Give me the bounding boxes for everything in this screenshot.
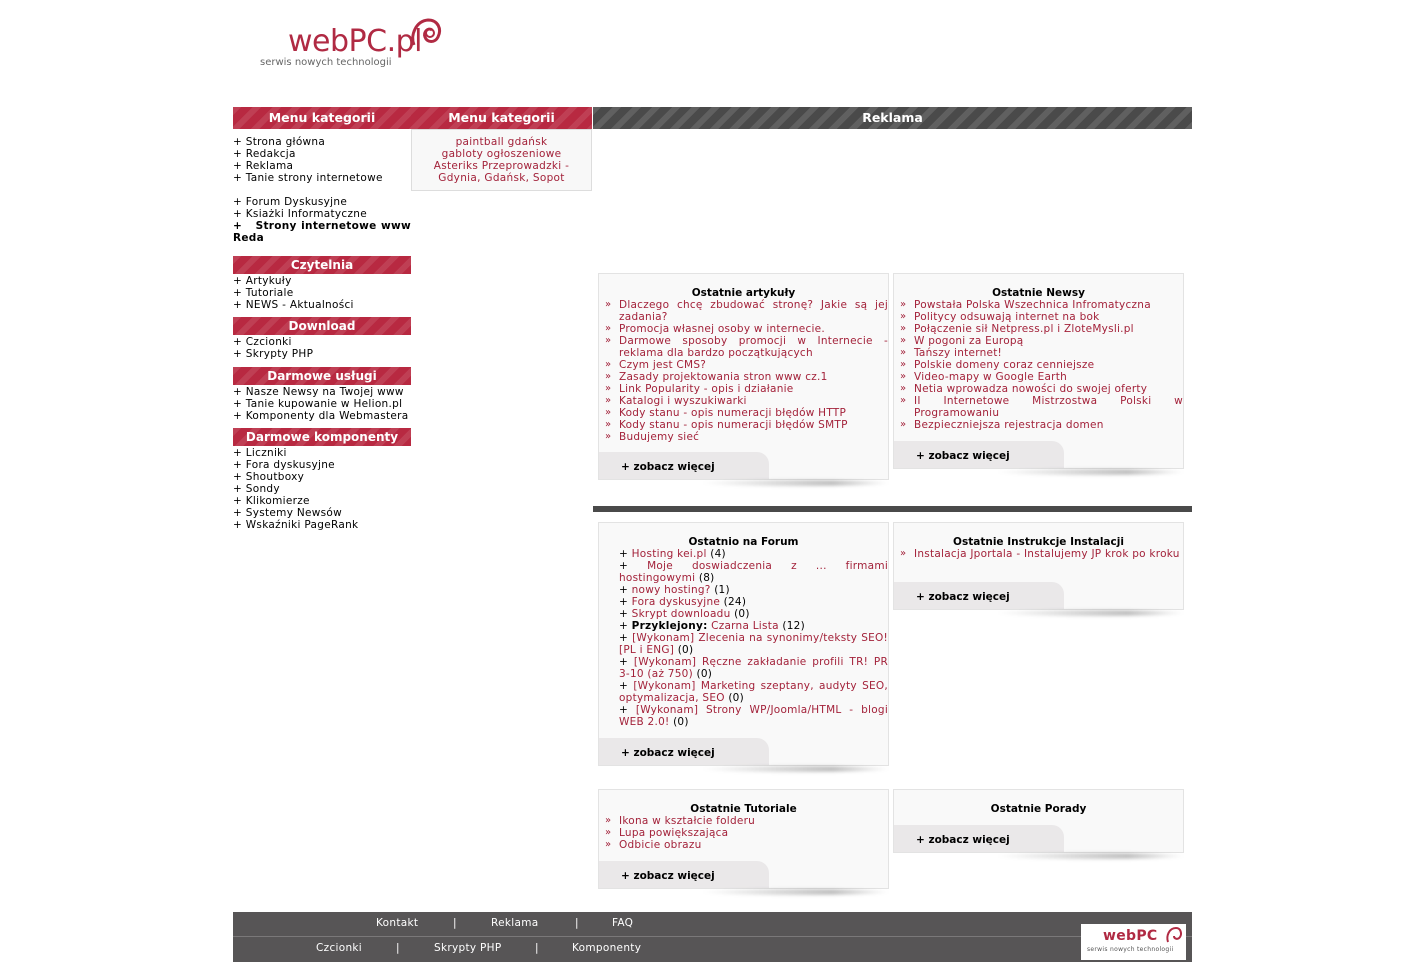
tutoriale-list bbox=[599, 815, 888, 851]
plus-mark: + bbox=[233, 398, 243, 410]
item-link[interactable]: Dlaczego chcę zbudować stronę? Jakie są jej zadania? bbox=[619, 299, 888, 323]
list-item bbox=[605, 419, 888, 431]
item-link[interactable]: Odbicie obrazu bbox=[619, 839, 702, 851]
sponsor-link-row bbox=[416, 172, 587, 184]
left-menu-list-2 bbox=[233, 196, 411, 220]
sponsor-link[interactable]: paintball gdańsk bbox=[455, 136, 548, 148]
item-link[interactable]: Netia wprowadza nowości do swojej oferty bbox=[914, 383, 1148, 395]
forum-topic bbox=[605, 704, 888, 728]
forum-list bbox=[599, 548, 888, 728]
arrow-icon: » bbox=[900, 383, 907, 394]
box-shadow bbox=[995, 853, 1185, 859]
arrow-icon: » bbox=[605, 431, 612, 442]
forum-topic-link[interactable]: Moje doswiadczenia z ... firmami hostingowymi bbox=[619, 560, 888, 584]
list-item bbox=[900, 323, 1183, 335]
plus-mark: + bbox=[233, 519, 243, 531]
instrukcje-list bbox=[894, 548, 1183, 560]
list-item bbox=[605, 839, 888, 851]
list-item bbox=[605, 431, 888, 443]
list-item bbox=[605, 359, 888, 371]
forum-topic-link[interactable]: nowy hosting? bbox=[631, 584, 711, 596]
sidebar-item[interactable] bbox=[233, 336, 411, 348]
forum-topic bbox=[605, 608, 888, 620]
plus-mark: + bbox=[619, 584, 629, 596]
footer-row-2 bbox=[233, 936, 1192, 963]
sidebar-link[interactable]: Czcionki bbox=[245, 336, 292, 348]
item-link[interactable]: II Internetowe Mistrzostwa Polski w Programowaniu bbox=[914, 395, 1183, 419]
arrow-icon: » bbox=[900, 395, 907, 406]
sidebar-item[interactable] bbox=[233, 447, 411, 459]
reklama-header: Reklama bbox=[593, 107, 1192, 129]
box-shadow bbox=[700, 480, 890, 486]
plus-mark: + bbox=[233, 287, 243, 299]
download-header: Download bbox=[233, 317, 411, 335]
item-link[interactable]: Video-mapy w Google Earth bbox=[914, 371, 1067, 383]
forum-topic-count: (0) bbox=[728, 692, 744, 704]
forum-topic bbox=[605, 584, 888, 596]
newsy-list bbox=[894, 299, 1183, 431]
item-link[interactable]: Połączenie sił Netpress.pl i ZloteMysli.pl bbox=[914, 323, 1134, 335]
site-logo[interactable] bbox=[258, 16, 458, 76]
footer-link-reklama[interactable]: Reklama bbox=[491, 917, 539, 929]
tutoriale-box bbox=[598, 789, 889, 889]
sponsor-link-row bbox=[416, 160, 587, 172]
footer-separator: | bbox=[396, 942, 400, 954]
list-item bbox=[605, 407, 888, 419]
sidebar-link[interactable]: Sondy bbox=[245, 483, 280, 495]
footer-logo-text: webPC bbox=[1103, 928, 1158, 944]
forum-box bbox=[598, 522, 889, 766]
newsy-title: Ostatnie Newsy bbox=[992, 287, 1085, 299]
plus-mark: + bbox=[619, 560, 629, 572]
plus-mark: + bbox=[233, 220, 243, 232]
forum-topic-count: (0) bbox=[696, 668, 713, 680]
sidebar-item[interactable] bbox=[233, 299, 411, 311]
arrow-icon: » bbox=[900, 548, 907, 559]
plus-mark: + bbox=[233, 459, 243, 471]
forum-topic-count: (8) bbox=[698, 572, 715, 584]
forum-title: Ostatnio na Forum bbox=[688, 536, 799, 548]
list-item bbox=[900, 347, 1183, 359]
footer-link-kontakt[interactable]: Kontakt bbox=[376, 917, 419, 929]
list-item bbox=[900, 371, 1183, 383]
arrow-icon: » bbox=[900, 323, 907, 334]
sidebar-item[interactable] bbox=[233, 386, 411, 398]
section-divider bbox=[593, 506, 1192, 512]
arrow-icon: » bbox=[605, 299, 612, 310]
sidebar-item[interactable] bbox=[233, 172, 411, 184]
plus-mark: + bbox=[233, 275, 243, 287]
tutoriale-more-button[interactable] bbox=[599, 861, 769, 888]
plus-mark: + bbox=[619, 596, 629, 608]
plus-mark: + bbox=[619, 620, 629, 632]
more-label: + zobacz więcej bbox=[916, 834, 1010, 846]
arrow-icon: » bbox=[900, 311, 907, 322]
porady-more-button[interactable] bbox=[894, 825, 1064, 852]
sidebar-item[interactable] bbox=[233, 483, 411, 495]
list-item bbox=[605, 335, 888, 359]
sidebar-link[interactable]: Skrypty PHP bbox=[245, 348, 314, 360]
plus-mark: + bbox=[233, 148, 243, 160]
download-list bbox=[233, 336, 411, 360]
arrow-icon: » bbox=[605, 827, 612, 838]
sidebar-item[interactable] bbox=[233, 160, 411, 172]
sidebar-item[interactable] bbox=[233, 507, 411, 519]
list-item bbox=[605, 815, 888, 827]
footer-link-czcionki[interactable]: Czcionki bbox=[316, 942, 363, 954]
artykuly-list bbox=[599, 299, 888, 443]
left-column bbox=[233, 107, 411, 531]
item-link[interactable]: Czym jest CMS? bbox=[619, 359, 707, 371]
forum-topic bbox=[605, 548, 888, 560]
footer-separator: | bbox=[535, 942, 539, 954]
sidebar-link[interactable]: Tanie kupowanie w Helion.pl bbox=[245, 398, 403, 410]
sidebar-item[interactable] bbox=[233, 208, 411, 220]
more-label: + zobacz więcej bbox=[916, 450, 1010, 462]
forum-topic-link[interactable]: Skrypt downloadu bbox=[631, 608, 731, 620]
arrow-icon: » bbox=[605, 323, 612, 334]
sidebar-item[interactable] bbox=[233, 519, 411, 531]
arrow-icon: » bbox=[605, 335, 612, 346]
plus-mark: + bbox=[233, 336, 243, 348]
list-item bbox=[900, 548, 1183, 560]
arrow-icon: » bbox=[605, 383, 612, 394]
logo-swirl-icon bbox=[408, 17, 444, 49]
uslugi-header: Darmowe usługi bbox=[233, 367, 411, 385]
more-label: + zobacz więcej bbox=[621, 870, 715, 882]
list-item bbox=[605, 827, 888, 839]
list-item bbox=[605, 383, 888, 395]
item-link[interactable]: Polskie domeny coraz cenniejsze bbox=[914, 359, 1095, 371]
item-link[interactable]: Powstała Polska Wszechnica Infromatyczna bbox=[914, 299, 1151, 311]
instrukcje-box bbox=[893, 522, 1184, 610]
item-link[interactable]: Kody stanu - opis numeracji błędów SMTP bbox=[619, 419, 848, 431]
plus-mark: + bbox=[619, 704, 629, 716]
plus-mark: + bbox=[233, 299, 243, 311]
sidebar-item[interactable] bbox=[233, 471, 411, 483]
sidebar-link[interactable]: Komponenty dla Webmastera bbox=[245, 410, 409, 422]
item-link[interactable]: Ikona w kształcie folderu bbox=[619, 815, 756, 827]
item-link[interactable]: Link Popularity - opis i działanie bbox=[619, 383, 794, 395]
plus-mark: + bbox=[619, 548, 629, 560]
sponsor-link[interactable]: Asteriks Przeprowadzki - bbox=[433, 160, 570, 172]
plus-mark: + bbox=[233, 136, 243, 148]
komponenty-header: Darmowe komponenty bbox=[233, 428, 411, 446]
footer-link-faq[interactable]: FAQ bbox=[612, 917, 634, 929]
sidebar-item[interactable] bbox=[233, 148, 411, 160]
sponsor-link-row bbox=[416, 148, 587, 160]
sidebar-link[interactable]: Forum Dyskusyjne bbox=[245, 196, 348, 208]
arrow-icon: » bbox=[605, 407, 612, 418]
sidebar-link[interactable]: Shoutboxy bbox=[245, 471, 305, 483]
sponsor-link[interactable]: gabloty ogłoszeniowe bbox=[441, 148, 562, 160]
artykuly-more-button[interactable] bbox=[599, 452, 769, 479]
item-link[interactable]: Politycy odsuwają internet na bok bbox=[914, 311, 1100, 323]
instrukcje-title: Ostatnie Instrukcje Instalacji bbox=[953, 536, 1124, 548]
footer-logo[interactable] bbox=[1081, 924, 1186, 960]
plus-mark: + bbox=[233, 196, 243, 208]
plus-mark: + bbox=[233, 410, 243, 422]
sidebar-link[interactable]: Nasze Newsy na Twojej www bbox=[245, 386, 404, 398]
forum-topic bbox=[605, 620, 888, 632]
sidebar-link[interactable]: Ksiażki Informatyczne bbox=[245, 208, 368, 220]
list-item bbox=[900, 359, 1183, 371]
forum-topic bbox=[605, 596, 888, 608]
plus-mark: + bbox=[619, 656, 629, 668]
list-item bbox=[900, 395, 1183, 419]
porady-box bbox=[893, 789, 1184, 853]
footer-logo-swirl-icon bbox=[1165, 926, 1183, 944]
forum-more-button[interactable] bbox=[599, 738, 769, 765]
plus-mark: + bbox=[233, 208, 243, 220]
forum-topic-count: (4) bbox=[710, 548, 726, 560]
forum-topic-count: (1) bbox=[714, 584, 730, 596]
forum-topic-count: (0) bbox=[677, 644, 694, 656]
sidebar-link-strony-reda[interactable]: Strony internetowe www Reda bbox=[233, 220, 411, 244]
sidebar-item[interactable] bbox=[233, 459, 411, 471]
footer-logo-tagline: serwis nowych technologii bbox=[1087, 946, 1174, 953]
forum-topic-count: (12) bbox=[782, 620, 805, 632]
list-item bbox=[900, 299, 1183, 311]
forum-topic-link[interactable]: [Wykonam] Strony WP/Joomla/HTML - blogi WEB 2.0! bbox=[619, 704, 888, 728]
list-item bbox=[605, 395, 888, 407]
arrow-icon: » bbox=[900, 347, 907, 358]
item-link[interactable]: Budujemy sieć bbox=[619, 431, 700, 443]
sidebar-link[interactable]: Reklama bbox=[245, 160, 294, 172]
list-item bbox=[605, 323, 888, 335]
plus-mark: + bbox=[233, 348, 243, 360]
sticky-prefix: Przyklejony: bbox=[631, 620, 708, 632]
plus-mark: + bbox=[233, 483, 243, 495]
box-shadow bbox=[700, 766, 890, 772]
sidebar-link[interactable]: NEWS - Aktualności bbox=[245, 299, 354, 311]
forum-topic-count: (24) bbox=[723, 596, 747, 608]
forum-topic-link[interactable]: Fora dyskusyjne bbox=[631, 596, 721, 608]
forum-topic-link[interactable]: Hosting kei.pl bbox=[631, 548, 707, 560]
list-item bbox=[605, 371, 888, 383]
plus-mark: + bbox=[233, 386, 243, 398]
arrow-icon: » bbox=[605, 371, 612, 382]
footer-row-1 bbox=[233, 912, 1192, 935]
arrow-icon: » bbox=[900, 371, 907, 382]
list-item bbox=[900, 335, 1183, 347]
arrow-icon: » bbox=[900, 299, 907, 310]
komponenty-list bbox=[233, 447, 411, 531]
middle-column bbox=[411, 107, 592, 191]
item-link[interactable]: Bezpieczniejsza rejestracja domen bbox=[914, 419, 1104, 431]
item-link[interactable]: Tańszy internet! bbox=[914, 347, 1003, 359]
left-menu-list bbox=[233, 136, 411, 184]
porady-title: Ostatnie Porady bbox=[990, 803, 1087, 815]
czytelnia-list bbox=[233, 275, 411, 311]
arrow-icon: » bbox=[605, 359, 612, 370]
sidebar-item[interactable] bbox=[233, 495, 411, 507]
box-shadow bbox=[700, 889, 890, 895]
artykuly-box bbox=[598, 273, 889, 480]
plus-mark: + bbox=[233, 160, 243, 172]
forum-topic-link[interactable]: [Wykonam] Zlecenia na synonimy/teksty SEO! [PL i ENG] bbox=[619, 632, 888, 656]
sidebar-link[interactable]: Wskaźniki PageRank bbox=[245, 519, 359, 531]
sidebar-item[interactable] bbox=[233, 398, 411, 410]
list-item bbox=[900, 311, 1183, 323]
forum-topic bbox=[605, 656, 888, 680]
arrow-icon: » bbox=[605, 395, 612, 406]
sidebar-item[interactable] bbox=[233, 287, 411, 299]
list-item bbox=[900, 383, 1183, 395]
more-label: + zobacz więcej bbox=[621, 461, 715, 473]
sidebar-link[interactable]: Klikomierze bbox=[245, 495, 310, 507]
left-menu-header: Menu kategorii bbox=[233, 107, 411, 129]
item-link[interactable]: Lupa powiększająca bbox=[619, 827, 729, 839]
plus-mark: + bbox=[233, 495, 243, 507]
sponsor-link[interactable]: Gdynia, Gdańsk, Sopot bbox=[438, 172, 565, 184]
sidebar-item[interactable] bbox=[233, 275, 411, 287]
sidebar-link[interactable]: Artykuły bbox=[245, 275, 292, 287]
uslugi-list bbox=[233, 386, 411, 422]
plus-mark: + bbox=[233, 447, 243, 459]
forum-topic bbox=[605, 560, 888, 584]
footer-separator: | bbox=[453, 917, 457, 929]
instrukcje-more-button[interactable] bbox=[894, 582, 1064, 609]
forum-topic bbox=[605, 632, 888, 656]
forum-topic-link[interactable]: [Wykonam] Ręczne zakładanie profili TR! PR 3-10 (aż 750) bbox=[619, 656, 889, 680]
middle-menu-box bbox=[411, 129, 592, 191]
plus-mark: + bbox=[233, 507, 243, 519]
sidebar-item[interactable] bbox=[233, 410, 411, 422]
sidebar-item[interactable] bbox=[233, 348, 411, 360]
middle-menu-header: Menu kategorii bbox=[411, 107, 592, 129]
sidebar-link[interactable]: Liczniki bbox=[245, 447, 287, 459]
list-item bbox=[605, 299, 888, 323]
box-shadow bbox=[995, 469, 1185, 475]
tutoriale-title: Ostatnie Tutoriale bbox=[690, 803, 797, 815]
sidebar-link[interactable]: Systemy Newsów bbox=[245, 507, 343, 519]
arrow-icon: » bbox=[605, 815, 612, 826]
plus-mark: + bbox=[619, 632, 629, 644]
sidebar-link[interactable]: Tutoriale bbox=[245, 287, 294, 299]
more-label: + zobacz więcej bbox=[621, 747, 715, 759]
forum-topic-count: (0) bbox=[673, 716, 689, 728]
artykuly-title: Ostatnie artykuły bbox=[691, 287, 796, 299]
item-link[interactable]: Promocja własnej osoby w internecie. bbox=[619, 323, 825, 335]
plus-mark: + bbox=[233, 172, 243, 184]
item-link[interactable]: Zasady projektowania stron www cz.1 bbox=[619, 371, 828, 383]
newsy-box bbox=[893, 273, 1184, 469]
item-link[interactable]: Darmowe sposoby promocji w Internecie - reklama dla bardzo początkujących bbox=[619, 335, 888, 359]
footer-separator: | bbox=[575, 917, 579, 929]
item-link[interactable]: W pogoni za Europą bbox=[914, 335, 1024, 347]
item-link[interactable]: Instalacja Jportala - Instalujemy JP krok po kroku bbox=[914, 548, 1180, 560]
forum-topic-link[interactable]: [Wykonam] Marketing szeptany, audyty SEO, optymalizacja, SEO bbox=[619, 680, 888, 704]
arrow-icon: » bbox=[900, 335, 907, 346]
sidebar-link[interactable]: Strona główna bbox=[245, 136, 326, 148]
arrow-icon: » bbox=[605, 839, 612, 850]
list-item bbox=[900, 419, 1183, 431]
logo-text: webPC.pl bbox=[288, 24, 422, 59]
czytelnia-header: Czytelnia bbox=[233, 256, 411, 274]
sponsor-link-row bbox=[416, 136, 587, 148]
sidebar-item[interactable] bbox=[233, 196, 411, 208]
footer-link-komponenty[interactable]: Komponenty bbox=[572, 942, 642, 954]
item-link[interactable]: Katalogi i wyszukiwarki bbox=[619, 395, 747, 407]
forum-topic-link[interactable]: Czarna Lista bbox=[711, 620, 779, 632]
logo-tagline: serwis nowych technologii bbox=[260, 57, 392, 68]
footer bbox=[233, 912, 1192, 962]
sidebar-item[interactable] bbox=[233, 136, 411, 148]
box-shadow bbox=[995, 610, 1185, 616]
sidebar-link[interactable]: Fora dyskusyjne bbox=[245, 459, 335, 471]
newsy-more-button[interactable] bbox=[894, 441, 1064, 468]
item-link[interactable]: Kody stanu - opis numeracji błędów HTTP bbox=[619, 407, 847, 419]
sidebar-item-strony-reda[interactable] bbox=[233, 220, 411, 244]
arrow-icon: » bbox=[605, 419, 612, 430]
plus-mark: + bbox=[233, 471, 243, 483]
forum-topic bbox=[605, 680, 888, 704]
arrow-icon: » bbox=[900, 419, 907, 430]
sidebar-link[interactable]: Tanie strony internetowe bbox=[245, 172, 383, 184]
footer-link-skrypty[interactable]: Skrypty PHP bbox=[434, 942, 502, 954]
forum-topic-count: (0) bbox=[734, 608, 750, 620]
more-label: + zobacz więcej bbox=[916, 591, 1010, 603]
sidebar-link[interactable]: Redakcja bbox=[245, 148, 296, 160]
arrow-icon: » bbox=[900, 359, 907, 370]
plus-mark: + bbox=[619, 680, 629, 692]
plus-mark: + bbox=[619, 608, 629, 620]
